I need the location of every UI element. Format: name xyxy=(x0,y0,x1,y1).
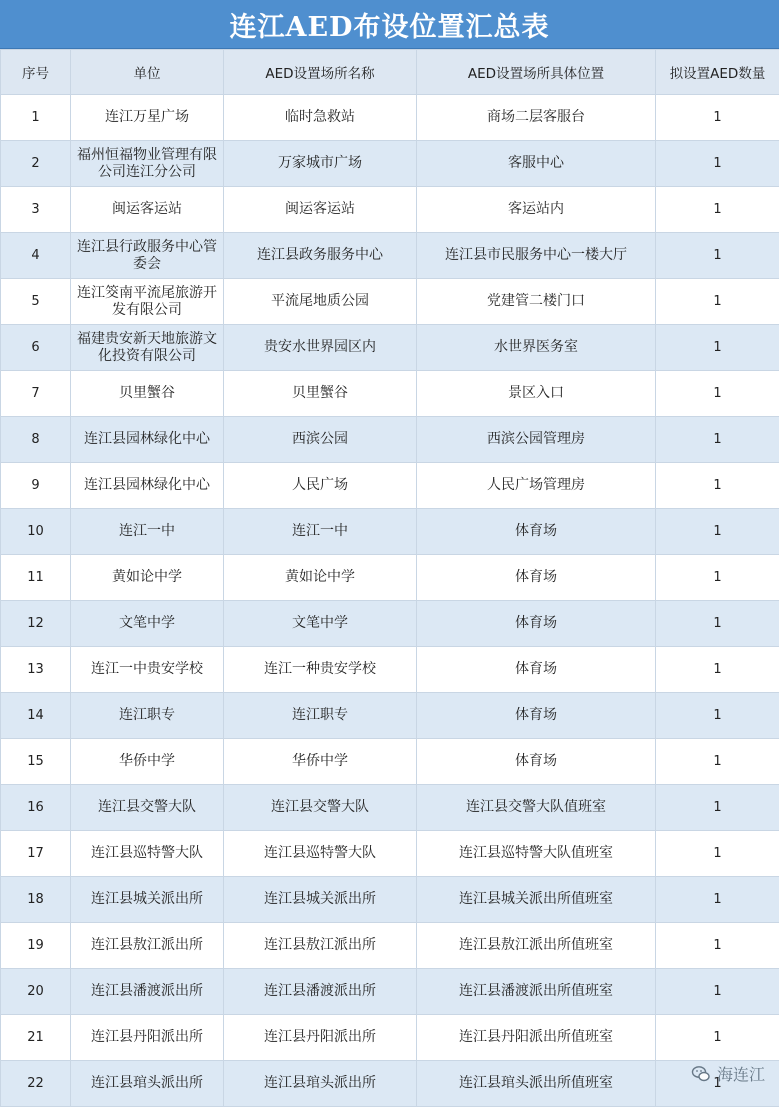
table-row xyxy=(1,1061,779,1107)
cell-aed-count: 1 xyxy=(656,417,779,463)
table-row xyxy=(1,187,779,233)
table-row xyxy=(1,95,779,141)
cell-aed-count: 1 xyxy=(656,923,779,969)
page-title: 连江AED布设位置汇总表 xyxy=(230,5,550,44)
cell-site-name: 黄如论中学 xyxy=(224,555,417,601)
cell-index: 12 xyxy=(1,601,71,647)
cell-index: 6 xyxy=(1,325,71,371)
cell-index: 15 xyxy=(1,739,71,785)
aed-location-table xyxy=(0,49,779,1107)
cell-aed-count: 1 xyxy=(656,969,779,1015)
cell-site-name: 连江县琯头派出所 xyxy=(224,1061,417,1107)
cell-index: 4 xyxy=(1,233,71,279)
cell-aed-count: 1 xyxy=(656,647,779,693)
cell-aed-count: 1 xyxy=(656,279,779,325)
cell-site-name: 华侨中学 xyxy=(224,739,417,785)
cell-index: 17 xyxy=(1,831,71,877)
header-site-name: AED设置场所名称 xyxy=(224,50,417,95)
cell-site-name: 万家城市广场 xyxy=(224,141,417,187)
cell-site-name: 人民广场 xyxy=(224,463,417,509)
cell-aed-count: 1 xyxy=(656,325,779,371)
cell-unit: 福建贵安新天地旅游文化投资有限公司 xyxy=(71,325,224,371)
cell-site-location: 连江县敖江派出所值班室 xyxy=(417,923,656,969)
cell-site-location: 连江县丹阳派出所值班室 xyxy=(417,1015,656,1061)
cell-index: 9 xyxy=(1,463,71,509)
cell-unit: 华侨中学 xyxy=(71,739,224,785)
cell-site-location: 连江县交警大队值班室 xyxy=(417,785,656,831)
wechat-icon xyxy=(691,1064,711,1084)
cell-aed-count: 1 xyxy=(656,509,779,555)
cell-index: 13 xyxy=(1,647,71,693)
cell-index: 7 xyxy=(1,371,71,417)
cell-site-name: 连江一中 xyxy=(224,509,417,555)
cell-site-location: 连江县潘渡派出所值班室 xyxy=(417,969,656,1015)
cell-unit: 连江县潘渡派出所 xyxy=(71,969,224,1015)
cell-aed-count: 1 xyxy=(656,601,779,647)
header-site-location: AED设置场所具体位置 xyxy=(417,50,656,95)
cell-aed-count: 1 xyxy=(656,877,779,923)
cell-unit: 贝里蟹谷 xyxy=(71,371,224,417)
cell-site-name: 连江县城关派出所 xyxy=(224,877,417,923)
cell-site-name: 贵安水世界园区内 xyxy=(224,325,417,371)
cell-index: 8 xyxy=(1,417,71,463)
table-row xyxy=(1,555,779,601)
cell-aed-count: 1 xyxy=(656,1015,779,1061)
cell-index: 20 xyxy=(1,969,71,1015)
cell-site-name: 连江职专 xyxy=(224,693,417,739)
cell-unit: 连江县交警大队 xyxy=(71,785,224,831)
cell-aed-count: 1 xyxy=(656,141,779,187)
cell-unit: 连江县城关派出所 xyxy=(71,877,224,923)
table-row xyxy=(1,693,779,739)
cell-aed-count: 1 xyxy=(656,555,779,601)
cell-site-location: 西滨公园管理房 xyxy=(417,417,656,463)
cell-unit: 连江县行政服务中心管委会 xyxy=(71,233,224,279)
cell-site-name: 连江县潘渡派出所 xyxy=(224,969,417,1015)
cell-unit: 连江县园林绿化中心 xyxy=(71,417,224,463)
cell-unit: 连江县丹阳派出所 xyxy=(71,1015,224,1061)
table-row xyxy=(1,417,779,463)
cell-site-name: 连江县交警大队 xyxy=(224,785,417,831)
header-aed-count: 拟设置AED数量 xyxy=(656,50,779,95)
table-row xyxy=(1,601,779,647)
cell-unit: 文笔中学 xyxy=(71,601,224,647)
cell-site-location: 连江县巡特警大队值班室 xyxy=(417,831,656,877)
cell-unit: 连江一中 xyxy=(71,509,224,555)
cell-site-location: 景区入口 xyxy=(417,371,656,417)
table-row xyxy=(1,923,779,969)
cell-index: 16 xyxy=(1,785,71,831)
cell-unit: 连江县敖江派出所 xyxy=(71,923,224,969)
header-unit: 单位 xyxy=(71,50,224,95)
cell-site-location: 商场二层客服台 xyxy=(417,95,656,141)
cell-index: 18 xyxy=(1,877,71,923)
table-row xyxy=(1,969,779,1015)
watermark xyxy=(691,1062,765,1085)
cell-site-location: 人民广场管理房 xyxy=(417,463,656,509)
cell-site-location: 体育场 xyxy=(417,509,656,555)
table-row xyxy=(1,463,779,509)
cell-index: 5 xyxy=(1,279,71,325)
cell-site-name: 贝里蟹谷 xyxy=(224,371,417,417)
table-row xyxy=(1,877,779,923)
table-row xyxy=(1,1015,779,1061)
cell-site-location: 体育场 xyxy=(417,601,656,647)
cell-site-name: 平流尾地质公园 xyxy=(224,279,417,325)
cell-unit: 连江职专 xyxy=(71,693,224,739)
cell-unit: 连江县巡特警大队 xyxy=(71,831,224,877)
table-row xyxy=(1,325,779,371)
cell-site-name: 连江一种贵安学校 xyxy=(224,647,417,693)
cell-unit: 连江县琯头派出所 xyxy=(71,1061,224,1107)
cell-aed-count: 1 xyxy=(656,95,779,141)
cell-site-name: 临时急救站 xyxy=(224,95,417,141)
cell-index: 10 xyxy=(1,509,71,555)
cell-aed-count: 1 xyxy=(656,1061,779,1107)
cell-index: 11 xyxy=(1,555,71,601)
table-row xyxy=(1,233,779,279)
cell-site-location: 连江县市民服务中心一楼大厅 xyxy=(417,233,656,279)
cell-aed-count: 1 xyxy=(656,785,779,831)
cell-aed-count: 1 xyxy=(656,463,779,509)
cell-index: 14 xyxy=(1,693,71,739)
cell-site-location: 体育场 xyxy=(417,739,656,785)
table-row xyxy=(1,509,779,555)
cell-site-name: 连江县敖江派出所 xyxy=(224,923,417,969)
cell-site-location: 连江县城关派出所值班室 xyxy=(417,877,656,923)
cell-site-name: 西滨公园 xyxy=(224,417,417,463)
cell-site-name: 连江县丹阳派出所 xyxy=(224,1015,417,1061)
table-row xyxy=(1,831,779,877)
cell-unit: 福州恒福物业管理有限公司连江分公司 xyxy=(71,141,224,187)
cell-aed-count: 1 xyxy=(656,371,779,417)
cell-index: 2 xyxy=(1,141,71,187)
cell-site-location: 连江县琯头派出所值班室 xyxy=(417,1061,656,1107)
cell-unit: 连江筊南平流尾旅游开发有限公司 xyxy=(71,279,224,325)
table-row xyxy=(1,371,779,417)
cell-site-location: 水世界医务室 xyxy=(417,325,656,371)
table-row xyxy=(1,647,779,693)
cell-index: 19 xyxy=(1,923,71,969)
cell-index: 22 xyxy=(1,1061,71,1107)
cell-aed-count: 1 xyxy=(656,233,779,279)
cell-site-location: 客运站内 xyxy=(417,187,656,233)
cell-unit: 连江万星广场 xyxy=(71,95,224,141)
table-header-row xyxy=(1,50,779,95)
table-row xyxy=(1,739,779,785)
watermark-text: 海连江 xyxy=(717,1062,765,1085)
cell-unit: 连江县园林绿化中心 xyxy=(71,463,224,509)
title-bar xyxy=(0,0,779,49)
cell-unit: 闽运客运站 xyxy=(71,187,224,233)
table-row xyxy=(1,279,779,325)
cell-site-name: 连江县政务服务中心 xyxy=(224,233,417,279)
table-row xyxy=(1,141,779,187)
cell-aed-count: 1 xyxy=(656,831,779,877)
cell-site-location: 体育场 xyxy=(417,647,656,693)
cell-aed-count: 1 xyxy=(656,739,779,785)
table-row xyxy=(1,785,779,831)
cell-site-name: 闽运客运站 xyxy=(224,187,417,233)
cell-aed-count: 1 xyxy=(656,187,779,233)
cell-unit: 连江一中贵安学校 xyxy=(71,647,224,693)
cell-unit: 黄如论中学 xyxy=(71,555,224,601)
cell-site-name: 文笔中学 xyxy=(224,601,417,647)
cell-site-location: 客服中心 xyxy=(417,141,656,187)
cell-index: 21 xyxy=(1,1015,71,1061)
cell-site-location: 体育场 xyxy=(417,555,656,601)
cell-index: 3 xyxy=(1,187,71,233)
cell-site-location: 党建管二楼门口 xyxy=(417,279,656,325)
cell-aed-count: 1 xyxy=(656,693,779,739)
cell-index: 1 xyxy=(1,95,71,141)
cell-site-name: 连江县巡特警大队 xyxy=(224,831,417,877)
cell-site-location: 体育场 xyxy=(417,693,656,739)
header-index: 序号 xyxy=(1,50,71,95)
